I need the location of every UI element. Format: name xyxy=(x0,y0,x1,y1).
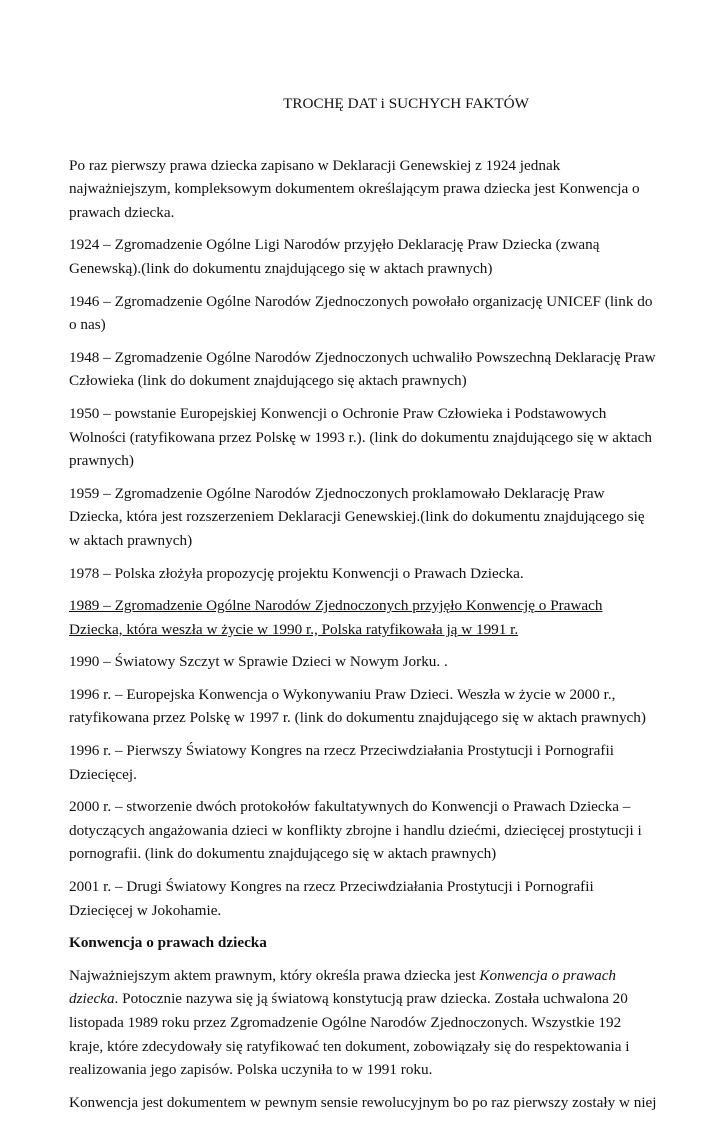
document-page xyxy=(69,92,659,1123)
section-p1-italic: Konwencja o prawach dziecka xyxy=(69,966,617,1008)
timeline-entry-2001: 2001 r. – Drugi Światowy Kongres na rzecz Przeciwdziałania Prostytucji i Pornografii Dziecięcej w Jokohamie. xyxy=(69,878,594,919)
section-paragraph-2: Konwencja jest dokumentem w pewnym sensie rewolucyjnym bo po raz pierwszy zostały w niej xyxy=(69,1093,657,1111)
timeline-entry-1948: 1948 – Zgromadzenie Ogólne Narodów Zjednoczonych uchwaliło Powszechną Deklarację Praw Człowieka (link do dokument znajdującego się aktach prawnych) xyxy=(69,348,656,390)
timeline-entry-1959: 1959 – Zgromadzenie Ogólne Narodów Zjednoczonych proklamowało Deklarację Praw Dziecka, która jest rozszerzeniem Deklaracji Genewskiej.(link do dokumentu znajdującego się w aktach prawnych) xyxy=(69,484,645,549)
section-p1-before: Najważniejszym aktem prawnym, który określa prawa dziecka jest xyxy=(69,966,480,984)
timeline-entry-1924: 1924 – Zgromadzenie Ogólne Ligi Narodów przyjęło Deklarację Praw Dziecka (zwaną Genewską).(link do dokumentu znajdującego się w aktach prawnych) xyxy=(69,236,600,277)
timeline-entry-1950: 1950 – powstanie Europejskiej Konwencji o Ochronie Praw Człowieka i Podstawowych Wolności (ratyfikowana przez Polskę w 1993 r.). (link do dokumentu znajdującego się w aktach prawnych) xyxy=(69,404,652,470)
timeline-entry-1978: 1978 – Polska złożyła propozycję projektu Konwencji o Prawach Dziecka. xyxy=(69,564,524,582)
intro-paragraph: Po raz pierwszy prawa dziecka zapisano w Deklaracji Genewskiej z 1924 jednak najważniejszym, kompleksowym dokumentem określającym prawa dziecka jest Konwencja o prawach dziecka. xyxy=(69,156,640,221)
timeline-entry-2000: 2000 r. – stworzenie dwóch protokołów fakultatywnych do Konwencji o Prawach Dziecka – dotyczących angażowania dzieci w konflikty zbrojne i handlu dziećmi, dziecięcej prostytucji i pornografii. (link do dokumentu znajdującego się w aktach prawnych) xyxy=(69,798,642,863)
timeline-entry-1990: 1990 – Światowy Szczyt w Sprawie Dzieci w Nowym Jorku. . xyxy=(69,653,448,671)
timeline-entry-1946: 1946 – Zgromadzenie Ogólne Narodów Zjednoczonych powołało organizację UNICEF (link do o nas) xyxy=(69,292,653,334)
timeline-entry-1996-congress: 1996 r. – Pierwszy Światowy Kongres na rzecz Przeciwdziałania Prostytucji i Pornografii Dziecięcej. xyxy=(69,742,614,783)
document-title: TROCHĘ DAT i SUCHYCH FAKTÓW xyxy=(283,95,529,112)
timeline-entry-1996-convention: 1996 r. – Europejska Konwencja o Wykonywaniu Praw Dzieci. Weszła w życie w 2000 r., ratyfikowana przez Polskę w 1997 r. (link do dokumentu znajdującego się w aktach prawnych) xyxy=(69,685,646,727)
section-heading: Konwencja o prawach dziecka xyxy=(69,934,267,952)
timeline-entry-1989: 1989 – Zgromadzenie Ogólne Narodów Zjednoczonych przyjęło Konwencję o Prawach Dziecka, która weszła w życie w 1990 r., Polska ratyfikowała ją w 1991 r. xyxy=(69,597,603,638)
section-p1-after: . Potocznie nazywa się ją światową konstytucją praw dziecka. Została uchwalona 20 listopada 1989 roku przez Zgromadzenie Ogólne Narodów Zjednoczonych. Wszystkie 192 kraje, które zdecydowały się ratyfikować ten dokument, zobowiązały się do respektowania i realizowania jego zapisów. Polska uczyniła to w 1991 roku. xyxy=(69,990,630,1079)
section-paragraph-1 xyxy=(69,964,659,1082)
